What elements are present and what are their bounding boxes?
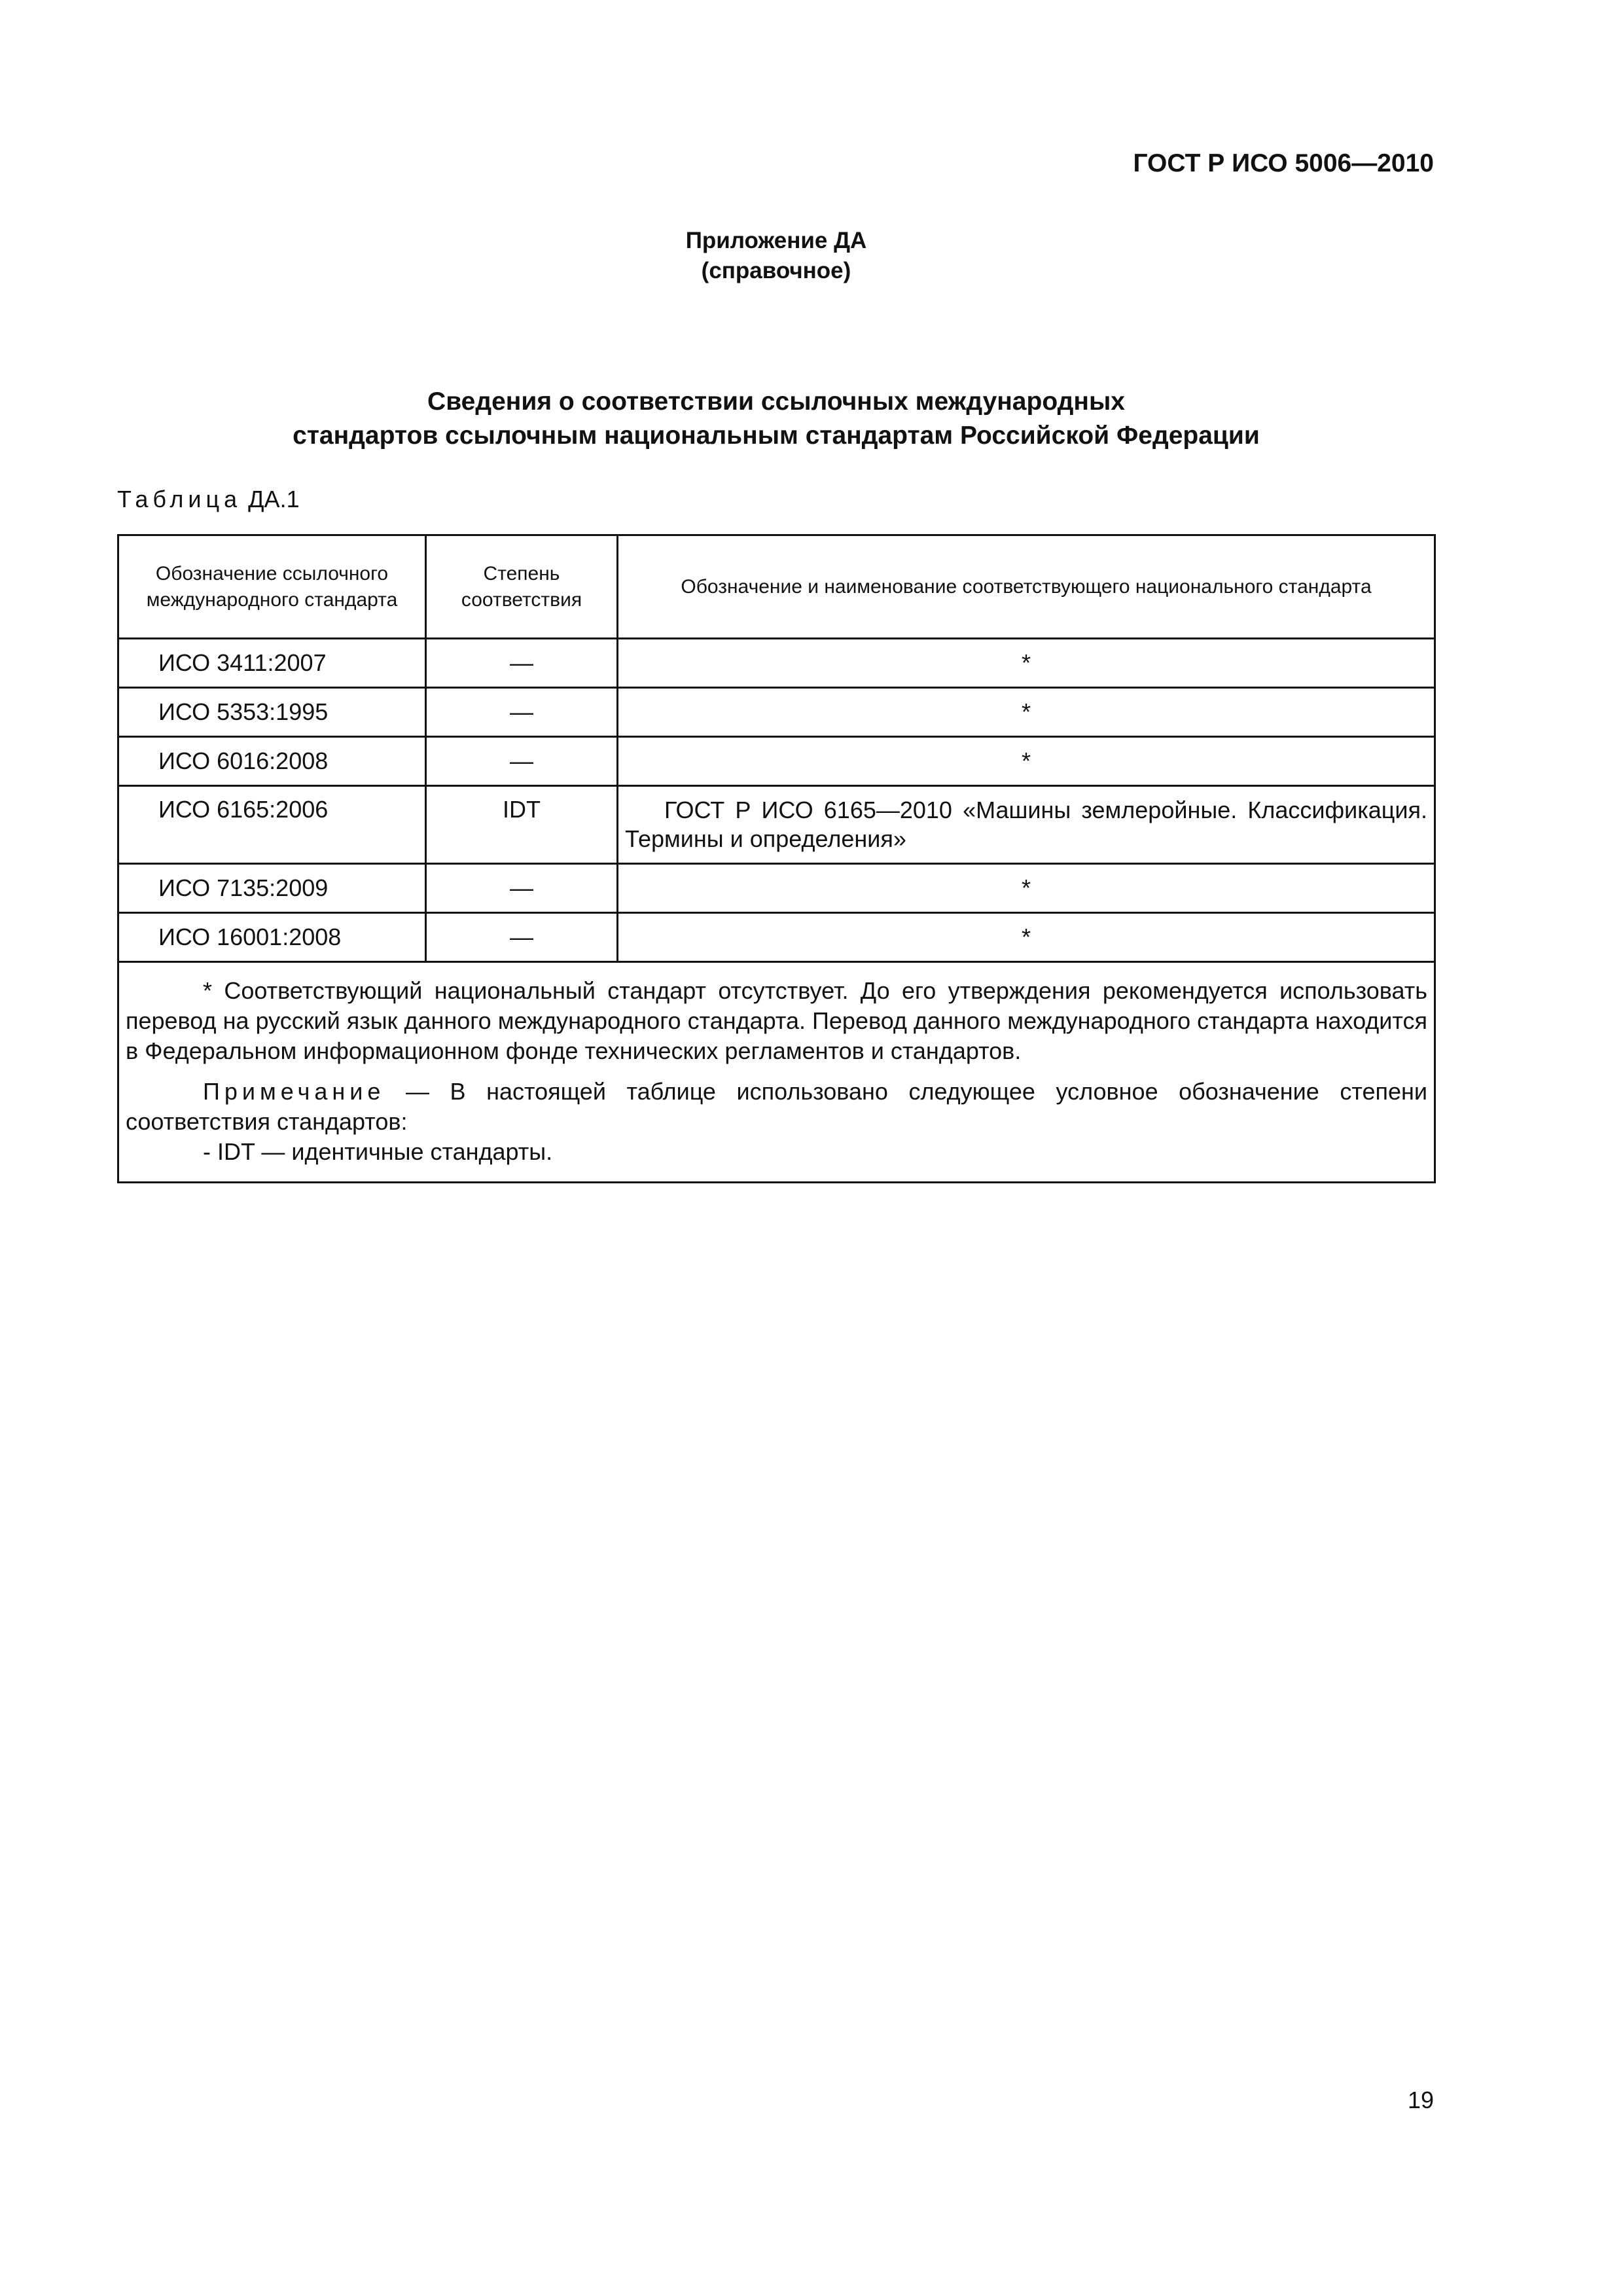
standard-code: ГОСТ Р ИСО 5006—2010 [1133,149,1434,177]
table-caption [117,486,300,513]
document-title-line-1: Сведения о соответствии ссылочных международных [427,387,1125,416]
cell-national: * [618,737,1435,786]
cell-code: ИСО 16001:2008 [118,913,426,962]
appendix-title: Приложение ДА [685,228,867,253]
cell-degree: — [426,688,618,737]
cell-national: * [618,688,1435,737]
appendix-heading [0,226,1552,286]
cell-degree: — [426,737,618,786]
cell-code: ИСО 5353:1995 [118,688,426,737]
document-title-line-2: стандартов ссылочным национальным стандартам Российской Федерации [293,422,1260,450]
table-header-row [118,535,1435,639]
cell-national: * [618,639,1435,688]
table-notes [118,962,1435,1183]
cell-national: * [618,913,1435,962]
cell-national: ГОСТ Р ИСО 6165—2010 «Машины землеройные. Классификация. Термины и определения» [618,786,1435,864]
document-title [0,385,1552,453]
header-international-standard: Обозначение ссылочного международного стандарта [118,535,426,639]
cell-degree: — [426,639,618,688]
appendix-kind: (справочное) [701,258,851,283]
table-row [118,913,1435,962]
cell-code: ИСО 6016:2008 [118,737,426,786]
cell-degree: — [426,913,618,962]
correspondence-table [117,534,1436,1183]
cell-code: ИСО 7135:2009 [118,864,426,913]
table-row [118,688,1435,737]
table-caption-number: ДА.1 [248,486,300,512]
page-number: 19 [1407,2087,1434,2113]
cell-code: ИСО 6165:2006 [118,786,426,864]
note-text: — В настоящей таблице использовано следующее условное обозначение степени соответствия стандартов: [126,1078,1427,1135]
header-national-standard: Обозначение и наименование соответствующего национального стандарта [618,535,1435,639]
table-notes-row [118,962,1435,1183]
cell-degree: IDT [426,786,618,864]
note-item: - IDT — идентичные стандарты. [203,1138,553,1165]
table-row [118,864,1435,913]
table-row [118,639,1435,688]
table-caption-word: Таблица [117,486,242,512]
header-degree: Степень соответствия [426,535,618,639]
note [126,1077,1427,1137]
cell-national: * [618,864,1435,913]
cell-code: ИСО 3411:2007 [118,639,426,688]
note-label: Примечание [203,1078,385,1105]
table-row [118,786,1435,864]
cell-degree: — [426,864,618,913]
table-row [118,737,1435,786]
footnote: * Соответствующий национальный стандарт отсутствует. До его утверждения рекомендуется использовать перевод на русский язык данного международного стандарта. Перевод данного международного стандарта находится в Федеральном информационном фонде технических регламентов и стандартов. [126,977,1427,1064]
